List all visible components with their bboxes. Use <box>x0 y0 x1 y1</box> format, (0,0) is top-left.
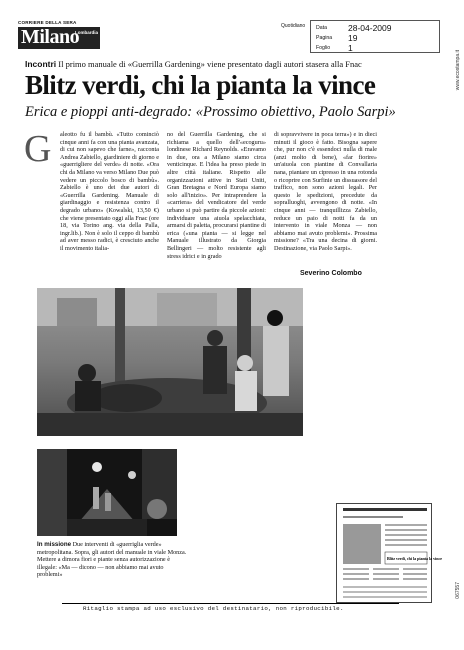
subheadline: Erica e pioppi anti-degrado: «Prossimo obiettivo, Paolo Sarpi» <box>25 104 396 120</box>
date-row <box>316 23 436 33</box>
side-url: www.ecostampa.it <box>455 50 461 91</box>
main-photo <box>37 288 303 436</box>
page-thumbnail-image <box>337 504 442 604</box>
sheet-row <box>316 43 436 53</box>
kicker-text: Il primo manuale di «Guerrilla Gardening» viene presentato dagli autori stasera alla Fnac <box>58 59 362 69</box>
footer-note: Ritaglio stampa ad uso esclusivo del destinatario, non riproducibile. <box>83 605 344 612</box>
kicker-lead: Incontri <box>25 59 57 69</box>
side-code: 067557 <box>455 582 461 599</box>
article-column-3: di sopravvivere in poca terra») e in dieci minuti il gioco è fatto. Bisogna sapere che, pur non c'è essendoci nulla di male (anzi molto di bene), «far fiorire» un'aiuola con piantine di Convallaria nana, piantare un cipresso in una rotonda o ricoprire con Surfinie un dissuasore del traffico, non sono azioni legali. Per questo le spedizioni, precedute da sopralluoghi, avvengono di notte. «In cinque anni — tranquillizza Zabiello, reduce un paio di notti fa da un intervento in viale Monza — non abbiamo mai avuto problemi». Prossima missione? «Tra una decina di giorni. Destinazione, via Paolo Sarpi». <box>274 131 377 252</box>
author-byline: Severino Colombo <box>300 270 362 277</box>
photo-caption <box>37 541 187 579</box>
page-value: 19 <box>348 33 358 43</box>
region-name: Lombardia <box>74 30 98 35</box>
main-photo-image <box>37 288 303 436</box>
night-photo-image <box>37 449 177 536</box>
kicker <box>25 59 445 69</box>
drop-cap: G <box>24 128 52 170</box>
sheet-label: Foglio <box>316 45 331 51</box>
sheet-value: 1 <box>348 43 353 53</box>
page-label: Pagina <box>316 35 333 41</box>
caption-text: Due interventi di «guerriglia verde» metropolitana. Sopra, gli autori del manuale in viale Monza. Mettere a dimora fiori e piante senza autorizzazione è illegale: «Ma — dicono — non abbiamo mai avuto problemi» <box>37 541 187 579</box>
date-value: 28-04-2009 <box>348 23 392 33</box>
page-row <box>316 33 436 43</box>
headline: Blitz verdi, chi la pianta la vince <box>25 70 376 100</box>
masthead <box>18 20 100 49</box>
clipping-meta-box <box>310 20 440 53</box>
city-name: Milano <box>21 26 80 48</box>
date-label: Data <box>316 25 327 31</box>
article-column-1: aleotto fu il bambù. «Tutto cominciò cinque anni fa con una pianta avanzata, di cui non sapevo che farne», racconta Andrea Zabiello, giardiniere di giorno e «guerrigliere del verde» di notte. «Ora chi da Milano va verso Milano Due può vedere un piccolo bosco di bambù». Zabiello è uno dei due autori di «Guerrilla Gardening. Manuale di giardinaggio e resistenza contro il degrado urbano» (Kowalski, 13,50 €) che viene presentato oggi alla Fnac (ore 18, via Torino ang. via della Palla, ingr.lib.). Non è solo il ceppo di bambù ad aver messo radici, è cresciuto anche il movimento italia- <box>60 131 159 252</box>
page-thumbnail <box>336 503 442 603</box>
city-edition-box <box>18 27 100 49</box>
publication-type: Quotidiano <box>281 23 306 29</box>
caption-lead: In missione <box>37 541 72 548</box>
thumb-headline: Blitz verdi, chi la pianta la vince <box>387 556 442 561</box>
night-photo <box>37 449 177 536</box>
newspaper-name: CORRIERE DELLA SERA <box>18 20 77 25</box>
footer-rule <box>62 603 399 604</box>
article-column-2: no del Guerrilla Gardening, che si richiama a quello dell'«ecoguru» londinese Richard Reynolds. «Eravamo in due, ora a Milano siamo circa venticinque. E l'idea ha preso piede in altre città italiane. Rispetto alle organizzazioni attive in Stati Uniti, Gran Bretagna e Nord Europa siamo solo all'inizio». Per intraprendere la «carriera» del vendicatore del verde urbano si può partire da piccole azioni: individuare una aiuola spelacchiata, armarsi di paletta, procurarsi piantine di erica («una pianta — si legge nel Manuale illustrato da Giorgia Bellingeri — molto resistente agli stress idrici e in grado <box>167 131 266 260</box>
